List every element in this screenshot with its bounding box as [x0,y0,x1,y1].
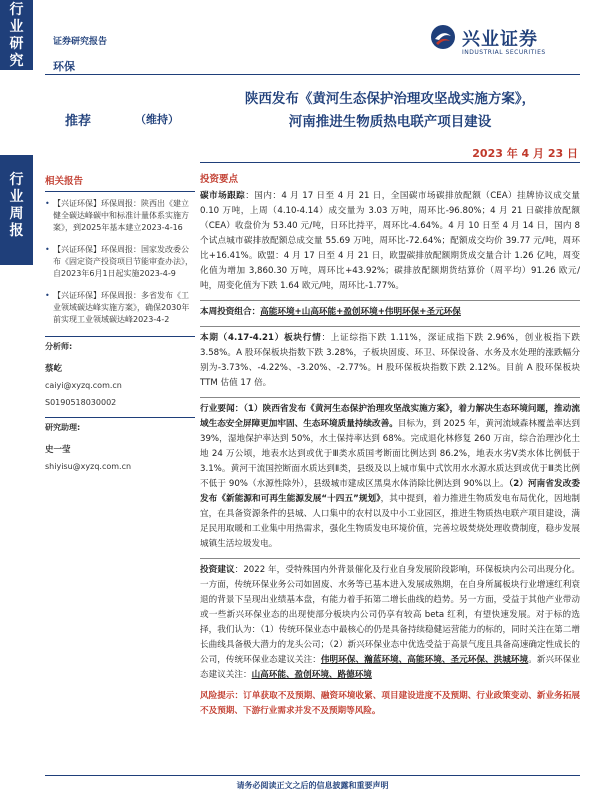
rating-label: 推荐 [65,114,92,129]
divider [200,397,580,398]
side-strip [0,0,33,800]
related-report[interactable]: • 【兴证环保】环保周报：多省发布《工业领域碳达峰实施方案》，确保2030年前实现工业领域碳达峰2023-4-2 [45,291,190,324]
related-heading: 相关报告 [45,176,195,192]
logo-subtext: INDUSTRIAL SECURITIES [462,49,546,56]
divider [200,326,580,327]
divider [200,300,580,301]
rating-sub: （维持） [135,113,179,126]
side-label-top: 行 业 研 究 [9,2,24,69]
divider [200,558,580,559]
news-paragraph: 行业要闻：（1）陕西省发布《黄河生态保护治理攻坚战实施方案》，着力解决生态环境问题，推动流域生态安全屏障更加牢固、生态环境质量持续改善。目标为，到 2025 年，黄河流域森林覆盖率达到 39%，湿地保护率达到 50%，水土保持率达到 68%。完成退化林修复 260 万亩，综合治理沙化土地 24 万公顷，地表水达到或优于Ⅲ类水质国考断面比例达到 86.2%，地表水劣Ⅴ类水体比例低于 3.1%。黄河干流国控断面水质达到Ⅱ类，县级及以上城市集中式饮用水水源水质达到或优于Ⅲ类比例不低于 90%（水源性除外），县级城市建成区黑臭水体消除比例达到 90%以上。（2）河南省发改委发布《新能源和可再生能源发展“十四五”规划》，其中提到，着力推进生物质发电布局优化，因地制宜，在具备资源条件的县城、人口集中的农村以及中小工业园区，推进生物质热电联产项目建设，满足民用取暖和工业集中用热需求，强化生物质发电环境价值，完善垃圾焚烧处理收费制度，稳步发展城镇生活垃圾发电。 [200,404,580,549]
bullet-icon: • [45,291,50,300]
sector-label: 环保 [53,60,75,73]
logo-text: 兴业证券 [462,29,538,50]
report-title: 陕西发布《黄河生态保护治理攻坚战实施方案》， 河南推进生物质热电联产项目建设 [244,91,536,130]
analyst-block [45,336,195,473]
analyst-name: 蔡屹 [45,364,63,374]
assistant-block [45,417,195,473]
assistant-email[interactable]: shiyisu@xyzq.com.cn [45,462,132,471]
footer-disclaimer: 请务必阅读正文之后的信息披露和重要声明 [45,775,580,791]
assistant-role: 研究助理: [45,423,81,432]
related-report[interactable]: • 【兴证环保】环保周报：国家发改委公布《固定资产投资项目节能审查办法》，自2023年6月1日起实施2023-4-9 [45,245,193,278]
carbon-paragraph: 碳市场跟踪：国内：4 月 17 日至 4 月 21 日，全国碳市场碳排放配额（CEA）挂牌协议成交量 0.10 万吨，上周（4.10-4.14）成交量为 3.03 万吨，周环比-96.80%；4 月 21 日碳排放配额（CEA）收盘价为 53.40 元/吨，日环比持平，周环比-4.64%。4 月 10 日至 4 月 14 日，国内 8 个试点城市碳排放配额总成交量 55.69 万吨，周环比-72.64%；配额成交均价 39.77 元/吨，周环比+16.41%。欧盟：4 月 17 日至 4 月 21 日，欧盟碳排放配额期货成交量合计 1.26 亿吨，周变化值为增加 3,860.30 万吨，周环比+43.92%；碳排放配额期货结算价（周平均）91.26 欧元/吨，周变化值为下跌 1.64 欧元/吨，周环比-1.77%。 [200,191,580,291]
side-label-mid: 行 业 周 报 [9,172,24,239]
assistant-name: 史一莹 [45,445,71,455]
bullet-icon: • [45,199,50,208]
report-date: 2023 年 4 月 23 日 [472,147,578,160]
portfolio-paragraph: 本周投资组合：高能环境+山高环能+盈创环境+伟明环保+圣元环保 [200,307,461,317]
date-divider [200,162,580,163]
analyst-cert: S0190518030002 [45,398,117,407]
header-divider [45,74,580,75]
company-logo [430,22,580,62]
logo-mark-icon [430,24,456,50]
analyst-role: 分析师: [45,342,73,351]
market-paragraph: 本期（4.17-4.21）板块行情：上证综指下跌 1.11%，深证成指下跌 2.96%，创业板指下跌 3.58%。A 股环保板块指数下跌 3.28%，子板块固废、环卫、环保设备、水务及水处理的涨跌幅分别为-3.73%、-4.22%、-3.20%、-2.77%。H 股环保板块指数下跌 2.12%。目前 A 股环保板块 TTM 估值 17 倍。 [200,333,580,388]
main-content [200,172,580,719]
analyst-email[interactable]: caiyi@xyzq.com.cn [45,381,122,390]
related-report[interactable]: • 【兴证环保】环保周报：陕西出《建立健全碳达峰碳中和标准计量体系实施方案》，到2025年基本建立2023-4-16 [45,199,189,232]
risk-warning: 风险提示：订单获取不及预期、融资环境收紧、项目建设进度不及预期、行业政策变动、新业务拓展不及预期、下游行业需求并发不及预期等风险。 [200,691,580,716]
sidebar [45,172,195,473]
report-type: 证券研究报告 [53,37,108,47]
bullet-icon: • [45,245,50,254]
section-heading: 投资要点 [200,174,239,185]
page-header [45,0,580,78]
advice-paragraph: 投资建议：2022 年，受特殊国内外背景催化及行业自身发展阶段影响，环保板块内公司出现分化。一方面，传统环保业务公司如固废、水务等已基本进入发展成熟期，在自身所属板块行业增速红利衰退的背景下呈现出业绩基本盘，有能力着手拓第二增长曲线的趋势。另一方面，受益于其他产业带动或一些新兴环保业态的出现使部分板块内公司仍享有较高 beta 红利，有望快速发展。对于标的选择，我们认为：（1）传统环保业态中最核心的仍是具备持续稳健运营能力的标的，同时关注在第二增长曲线具备极大潜力的龙头公司；（2）新兴环保业态中优选受益于高景气度且具备高速确定性成长的公司，传统环保业态建议关注：伟明环保、瀚蓝环境、高能环境、圣元环保、洪城环境。新兴环保业态建议关注：山高环能、盈创环境、路德环境 [200,565,580,680]
